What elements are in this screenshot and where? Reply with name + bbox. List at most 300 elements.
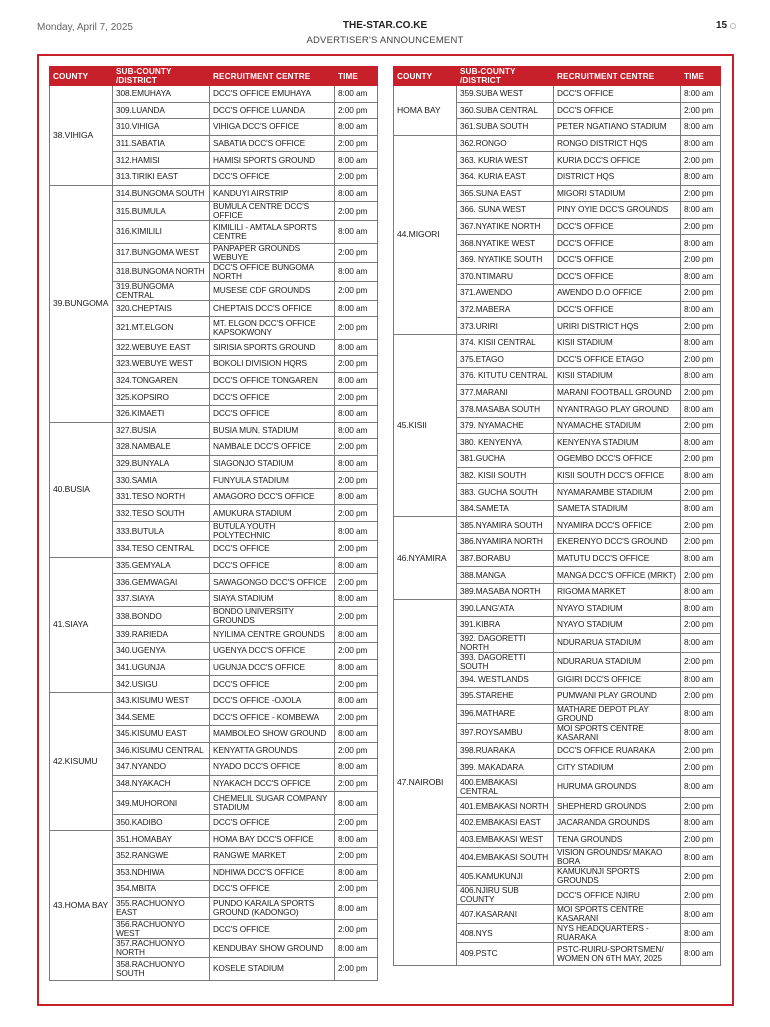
sub-county-cell: 315.BUMULA [113,202,210,221]
sub-county-cell: 337.SIAYA [113,590,210,607]
time-cell: 8:00 am [335,831,378,848]
sub-county-cell: 339.RARIEDA [113,626,210,643]
sub-county-cell: 320.CHEPTAIS [113,300,210,317]
time-cell: 2:00 pm [681,759,721,776]
time-cell: 2:00 pm [335,709,378,726]
time-cell: 8:00 am [681,401,721,418]
time-cell: 2:00 pm [681,798,721,815]
time-cell: 2:00 pm [681,652,721,671]
sub-county-cell: 380. KENYENYA [457,434,554,451]
sub-county-cell: 374. KISII CENTRAL [457,334,554,351]
sub-county-cell: 402.EMBAKASI EAST [457,814,554,831]
recruitment-centre-cell: PUNDO KARAILA SPORTS GROUND (KADONGO) [210,897,335,919]
time-cell: 2:00 pm [335,356,378,373]
time-cell: 8:00 am [335,185,378,202]
sub-county-cell: 318.BUNGOMA NORTH [113,262,210,281]
time-cell: 2:00 pm [681,285,721,302]
recruitment-centre-cell: NYANTRAGO PLAY GROUND [554,401,681,418]
recruitment-centre-cell: NYILIMA CENTRE GROUNDS [210,626,335,643]
sub-county-cell: 345.KISUMU EAST [113,726,210,743]
time-cell: 2:00 pm [681,742,721,759]
recruitment-centre-cell: DCC'S OFFICE [210,405,335,422]
recruitment-centre-cell: DCC'S OFFICE RUARAKA [554,742,681,759]
time-cell: 8:00 am [681,723,721,742]
sub-county-cell: 360.SUBA CENTRAL [457,102,554,119]
sub-county-cell: 348.NYAKACH [113,775,210,792]
time-cell: 8:00 am [681,301,721,318]
recruitment-centre-cell: KISII SOUTH DCC'S OFFICE [554,467,681,484]
recruitment-centre-cell: MIGORI STADIUM [554,185,681,202]
sub-county-cell: 309.LUANDA [113,102,210,119]
sub-county-cell: 362.RONGO [457,135,554,152]
recruitment-centre-cell: HOMA BAY DCC'S OFFICE [210,831,335,848]
recruitment-centre-cell: TENA GROUNDS [554,831,681,848]
recruitment-centre-cell: DCC'S OFFICE [210,168,335,185]
recruitment-centre-cell: FUNYULA STADIUM [210,472,335,489]
sub-county-cell: 322.WEBUYE EAST [113,339,210,356]
recruitment-centre-cell: DCC'S OFFICE -OJOLA [210,692,335,709]
time-cell: 2:00 pm [335,775,378,792]
sub-county-cell: 405.KAMUKUNJI [457,867,554,886]
sub-county-cell: 377.MARANI [457,384,554,401]
time-cell: 8:00 am [681,168,721,185]
sub-county-cell: 394. WESTLANDS [457,671,554,688]
recruitment-centre-cell: NAMBALE DCC'S OFFICE [210,439,335,456]
time-cell: 2:00 pm [681,688,721,705]
recruitment-centre-cell: KENDUBAY SHOW GROUND [210,939,335,958]
table-row [50,692,378,709]
sub-county-cell: 355.RACHUONYO EAST [113,897,210,919]
time-cell: 2:00 pm [335,389,378,406]
sub-county-cell: 397.ROYSAMBU [457,723,554,742]
time-cell: 2:00 pm [335,541,378,558]
recruitment-centre-cell: UGUNJA DCC'S OFFICE [210,659,335,676]
time-cell: 8:00 am [681,814,721,831]
sub-county-cell: 385.NYAMIRA SOUTH [457,517,554,534]
sub-county-cell: 310.VIHIGA [113,119,210,136]
time-cell: 8:00 am [335,897,378,919]
sub-county-cell: 391.KIBRA [457,617,554,634]
time-cell: 2:00 pm [335,439,378,456]
recruitment-centre-cell: NYADO DCC'S OFFICE [210,759,335,776]
sub-county-cell: 323.WEBUYE WEST [113,356,210,373]
recruitment-centre-cell: DCC'S OFFICE TONGAREN [210,372,335,389]
recruitment-centre-cell: SIRISIA SPORTS GROUND [210,339,335,356]
time-cell: 2:00 pm [681,384,721,401]
table-header-row [50,67,378,86]
table-row [50,422,378,439]
time-cell: 8:00 am [681,775,721,797]
sub-county-cell: 398.RUARAKA [457,742,554,759]
sub-county-cell: 382. KISII SOUTH [457,467,554,484]
recruitment-centre-cell: OGEMBO DCC'S OFFICE [554,451,681,468]
recruitment-centre-cell: KANDUYI AIRSTRIP [210,185,335,202]
sub-county-cell: 400.EMBAKASI CENTRAL [457,775,554,797]
county-cell: 45.KISII [394,334,457,517]
recruitment-centre-cell: DCC'S OFFICE [554,235,681,252]
table-body-left [50,86,378,981]
time-cell: 8:00 am [681,633,721,652]
time-cell: 2:00 pm [681,517,721,534]
sub-county-cell: 324.TONGAREN [113,372,210,389]
recruitment-centre-cell: DCC'S OFFICE [554,301,681,318]
sub-county-cell: 358.RACHUONYO SOUTH [113,958,210,980]
recruitment-centre-cell: NDURARUA STADIUM [554,652,681,671]
sub-county-cell: 332.TESO SOUTH [113,505,210,522]
time-cell: 2:00 pm [335,472,378,489]
recruitment-centre-cell: JACARANDA GROUNDS [554,814,681,831]
recruitment-centre-cell: DCC'S OFFICE [554,86,681,103]
time-cell: 2:00 pm [681,185,721,202]
recruitment-centre-cell: RONGO DISTRICT HQS [554,135,681,152]
recruitment-centre-cell: DCC'S OFFICE ETAGO [554,351,681,368]
sub-county-cell: 319.BUNGOMA CENTRAL [113,281,210,300]
time-cell: 8:00 am [681,500,721,517]
recruitment-centre-cell: PANPAPER GROUNDS WEBUYE [210,243,335,262]
sub-county-cell: 336.GEMWAGAI [113,574,210,591]
recruitment-centre-cell: KENYENYA STADIUM [554,434,681,451]
sub-county-cell: 359.SUBA WEST [457,86,554,103]
recruitment-centre-cell: DCC'S OFFICE [554,251,681,268]
sub-county-cell: 409.PSTC [457,943,554,965]
sub-county-cell: 352.RANGWE [113,847,210,864]
recruitment-centre-cell: KURIA DCC'S OFFICE [554,152,681,169]
recruitment-table-right [393,66,721,966]
time-cell: 8:00 am [335,759,378,776]
recruitment-centre-cell: NYAYO STADIUM [554,617,681,634]
time-cell: 8:00 am [681,434,721,451]
page-number: 15 [716,20,728,31]
county-cell: 47.NAIROBI [394,600,457,965]
sub-county-cell: 378.MASABA SOUTH [457,401,554,418]
time-cell: 8:00 am [335,86,378,103]
recruitment-centre-cell: KISII STADIUM [554,368,681,385]
county-cell: HOMA BAY [394,86,457,136]
header-county: COUNTY [50,67,113,86]
recruitment-centre-cell: KOSELE STADIUM [210,958,335,980]
sub-county-cell: 371.AWENDO [457,285,554,302]
time-cell: 2:00 pm [335,168,378,185]
sub-county-cell: 333.BUTULA [113,522,210,541]
sub-county-cell: 365.SUNA EAST [457,185,554,202]
time-cell: 8:00 am [681,550,721,567]
recruitment-centre-cell: MANGA DCC'S OFFICE (MRKT) [554,567,681,584]
sub-county-cell: 381.GUCHA [457,451,554,468]
sub-county-cell: 343.KISUMU WEST [113,692,210,709]
table-row [50,185,378,202]
recruitment-centre-cell: BONDO UNIVERSITY GROUNDS [210,607,335,626]
time-cell: 2:00 pm [335,281,378,300]
sub-county-cell: 338.BONDO [113,607,210,626]
recruitment-centre-cell: CITY STADIUM [554,759,681,776]
sub-county-cell: 390.LANG'ATA [457,600,554,617]
sub-county-cell: 331.TESO NORTH [113,488,210,505]
time-cell: 2:00 pm [335,135,378,152]
recruitment-centre-cell: CHEMELIL SUGAR COMPANY STADIUM [210,792,335,814]
recruitment-centre-cell: NDURARUA STADIUM [554,633,681,652]
sub-county-cell: 368.NYATIKE WEST [457,235,554,252]
table-row [394,600,721,617]
county-cell: 41.SIAYA [50,557,113,692]
sub-county-cell: 364. KURIA EAST [457,168,554,185]
recruitment-centre-cell: BOKOLI DIVISION HQRS [210,356,335,373]
sub-county-cell: 335.GEMYALA [113,557,210,574]
time-cell: 8:00 am [681,368,721,385]
page-dot-icon [730,23,736,29]
table-row [50,86,378,103]
sub-county-cell: 351.HOMABAY [113,831,210,848]
header-county: COUNTY [394,67,457,86]
header-recruitment-centre: RECRUITMENT CENTRE [210,67,335,86]
time-cell: 2:00 pm [335,574,378,591]
recruitment-centre-cell: DCC'S OFFICE [210,541,335,558]
sub-county-cell: 361.SUBA SOUTH [457,119,554,136]
sub-county-cell: 349.MUHORONI [113,792,210,814]
header-sub-county: SUB-COUNTY /DISTRICT [113,67,210,86]
time-cell: 2:00 pm [681,318,721,335]
sub-county-cell: 367.NYATIKE NORTH [457,218,554,235]
recruitment-centre-cell: SAWAGONGO DCC'S OFFICE [210,574,335,591]
time-cell: 2:00 pm [681,886,721,905]
recruitment-centre-cell: BUSIA MUN. STADIUM [210,422,335,439]
recruitment-centre-cell: MARANI FOOTBALL GROUND [554,384,681,401]
time-cell: 2:00 pm [681,351,721,368]
recruitment-centre-cell: PINY OYIE DCC'S GROUNDS [554,202,681,219]
county-cell: 46.NYAMIRA [394,517,457,600]
time-cell: 2:00 pm [335,607,378,626]
recruitment-centre-cell: DCC'S OFFICE [554,218,681,235]
sub-county-cell: 383. GUCHA SOUTH [457,484,554,501]
sub-county-cell: 403.EMBAKASI WEST [457,831,554,848]
table-row [50,831,378,848]
section-title: ADVERTISER'S ANNOUNCEMENT [306,35,464,46]
sub-county-cell: 311.SABATIA [113,135,210,152]
time-cell: 8:00 am [335,659,378,676]
time-cell: 2:00 pm [335,814,378,831]
page-header [0,0,770,54]
recruitment-centre-cell: AWENDO D.O OFFICE [554,285,681,302]
time-cell: 8:00 am [335,864,378,881]
table-row [394,135,721,152]
sub-county-cell: 386.NYAMIRA NORTH [457,534,554,551]
sub-county-cell: 366. SUNA WEST [457,202,554,219]
sub-county-cell: 396.MATHARE [457,704,554,723]
recruitment-centre-cell: VISION GROUNDS/ MAKAO BORA [554,848,681,867]
time-cell: 8:00 am [681,905,721,924]
county-cell: 43.HOMA BAY [50,831,113,980]
sub-county-cell: 372.MABERA [457,301,554,318]
time-cell: 8:00 am [335,152,378,169]
time-cell: 8:00 am [335,939,378,958]
recruitment-centre-cell: AMAGORO DCC'S OFFICE [210,488,335,505]
sub-county-cell: 314.BUNGOMA SOUTH [113,185,210,202]
time-cell: 2:00 pm [335,742,378,759]
recruitment-centre-cell: MOI SPORTS CENTRE KASARANI [554,723,681,742]
time-cell: 2:00 pm [335,317,378,339]
sub-county-cell: 325.KOPSIRO [113,389,210,406]
time-cell: 8:00 am [335,262,378,281]
recruitment-centre-cell: NYAMACHE STADIUM [554,417,681,434]
time-cell: 2:00 pm [681,218,721,235]
time-cell: 8:00 am [681,119,721,136]
recruitment-centre-cell: SIAYA STADIUM [210,590,335,607]
sub-county-cell: 387.BORABU [457,550,554,567]
time-cell: 8:00 am [335,488,378,505]
recruitment-centre-cell: DCC'S OFFICE [210,814,335,831]
recruitment-centre-cell: BUMULA CENTRE DCC'S OFFICE [210,202,335,221]
table-body-right [394,86,721,966]
sub-county-cell: 354.MBITA [113,881,210,898]
recruitment-centre-cell: DCC'S OFFICE BUNGOMA NORTH [210,262,335,281]
recruitment-table-left [49,66,378,981]
table-row [394,334,721,351]
time-cell: 8:00 am [335,422,378,439]
time-cell: 2:00 pm [681,451,721,468]
recruitment-centre-cell: HAMISI SPORTS GROUND [210,152,335,169]
time-cell: 2:00 pm [335,505,378,522]
time-cell: 8:00 am [681,86,721,103]
sub-county-cell: 342.USIGU [113,676,210,693]
recruitment-centre-cell: DCC'S OFFICE [210,389,335,406]
sub-county-cell: 346.KISUMU CENTRAL [113,742,210,759]
time-cell: 8:00 am [335,119,378,136]
recruitment-centre-cell: AMUKURA STADIUM [210,505,335,522]
time-cell: 8:00 am [681,848,721,867]
recruitment-centre-cell: MOI SPORTS CENTRE KASARANI [554,905,681,924]
sub-county-cell: 357.RACHUONYO NORTH [113,939,210,958]
recruitment-centre-cell: KAMUKUNJI SPORTS GROUNDS [554,867,681,886]
sub-county-cell: 399. MAKADARA [457,759,554,776]
recruitment-centre-cell: DCC'S OFFICE [210,920,335,939]
time-cell: 2:00 pm [681,484,721,501]
time-cell: 8:00 am [681,334,721,351]
recruitment-centre-cell: HURUMA GROUNDS [554,775,681,797]
time-cell: 8:00 am [681,704,721,723]
time-cell: 2:00 pm [681,867,721,886]
county-cell: 38.VIHIGA [50,86,113,186]
time-cell: 8:00 am [335,300,378,317]
sub-county-cell: 408.NYS [457,924,554,943]
sub-county-cell: 308.EMUHAYA [113,86,210,103]
header-time: TIME [681,67,721,86]
sub-county-cell: 406.NJIRU SUB COUNTY [457,886,554,905]
sub-county-cell: 350.KADIBO [113,814,210,831]
recruitment-centre-cell: EKERENYO DCC'S GROUND [554,534,681,551]
time-cell: 2:00 pm [335,243,378,262]
recruitment-centre-cell: MUSESE CDF GROUNDS [210,281,335,300]
time-cell: 2:00 pm [335,676,378,693]
header-time: TIME [335,67,378,86]
recruitment-centre-cell: PUMWANI PLAY GROUND [554,688,681,705]
sub-county-cell: 369. NYATIKE SOUTH [457,251,554,268]
sub-county-cell: 330.SAMIA [113,472,210,489]
recruitment-centre-cell: PSTC-RUIRU-SPORTSMEN/ WOMEN ON 6TH MAY, 2025 [554,943,681,965]
time-cell: 8:00 am [335,405,378,422]
table-header-row [394,67,721,86]
header-recruitment-centre: RECRUITMENT CENTRE [554,67,681,86]
recruitment-centre-cell: RIGOMA MARKET [554,583,681,600]
recruitment-centre-cell: RANGWE MARKET [210,847,335,864]
recruitment-centre-cell: MATHARE DEPOT PLAY GROUND [554,704,681,723]
recruitment-centre-cell: MAMBOLEO SHOW GROUND [210,726,335,743]
site-name: THE-STAR.CO.KE [342,20,428,31]
time-cell: 8:00 am [335,590,378,607]
sub-county-cell: 379. NYAMACHE [457,417,554,434]
sub-county-cell: 328.NAMBALE [113,439,210,456]
county-cell: 40.BUSIA [50,422,113,557]
time-cell: 2:00 pm [681,567,721,584]
recruitment-centre-cell: VIHIGA DCC'S OFFICE [210,119,335,136]
time-cell: 8:00 am [681,135,721,152]
recruitment-centre-cell: KIMILILI - AMTALA SPORTS CENTRE [210,221,335,243]
sub-county-cell: 316.KIMILILI [113,221,210,243]
time-cell: 2:00 pm [335,643,378,660]
recruitment-centre-cell: KISII STADIUM [554,334,681,351]
time-cell: 8:00 am [681,235,721,252]
recruitment-centre-cell: DCC'S OFFICE [210,676,335,693]
header-sub-county: SUB-COUNTY /DISTRICT [457,67,554,86]
time-cell: 8:00 am [335,221,378,243]
table-row [50,557,378,574]
sub-county-cell: 407.KASARANI [457,905,554,924]
time-cell: 2:00 pm [335,202,378,221]
recruitment-centre-cell: SIAGONJO STADIUM [210,455,335,472]
sub-county-cell: 317.BUNGOMA WEST [113,243,210,262]
sub-county-cell: 312.HAMISI [113,152,210,169]
time-cell: 8:00 am [681,943,721,965]
sub-county-cell: 389.MASABA NORTH [457,583,554,600]
county-cell: 42.KISUMU [50,692,113,831]
sub-county-cell: 370.NTIMARU [457,268,554,285]
county-cell: 44.MIGORI [394,135,457,334]
recruitment-centre-cell: DCC'S OFFICE [554,268,681,285]
recruitment-centre-cell: PETER NGATIANO STADIUM [554,119,681,136]
time-cell: 8:00 am [335,557,378,574]
table-row [394,86,721,103]
sub-county-cell: 401.EMBAKASI NORTH [457,798,554,815]
recruitment-centre-cell: BUTULA YOUTH POLYTECHNIC [210,522,335,541]
sub-county-cell: 356.RACHUONYO WEST [113,920,210,939]
recruitment-centre-cell: SABATIA DCC'S OFFICE [210,135,335,152]
time-cell: 2:00 pm [335,958,378,980]
time-cell: 2:00 pm [681,617,721,634]
sub-county-cell: 313.TIRIKI EAST [113,168,210,185]
time-cell: 8:00 am [681,671,721,688]
sub-county-cell: 373.URIRI [457,318,554,335]
time-cell: 2:00 pm [335,920,378,939]
recruitment-centre-cell: DCC'S OFFICE LUANDA [210,102,335,119]
recruitment-centre-cell: NYAMARAMBE STADIUM [554,484,681,501]
sub-county-cell: 395.STAREHE [457,688,554,705]
recruitment-centre-cell: DCC'S OFFICE EMUHAYA [210,86,335,103]
sub-county-cell: 393. DAGORETTI SOUTH [457,652,554,671]
time-cell: 8:00 am [335,726,378,743]
time-cell: 2:00 pm [681,251,721,268]
recruitment-centre-cell: CHEPTAIS DCC'S OFFICE [210,300,335,317]
time-cell: 8:00 am [335,455,378,472]
publication-date: Monday, April 7, 2025 [37,22,133,33]
county-cell: 39.BUNGOMA [50,185,113,422]
time-cell: 8:00 am [681,467,721,484]
sub-county-cell: 344.SEME [113,709,210,726]
time-cell: 8:00 am [335,522,378,541]
sub-county-cell: 321.MT.ELGON [113,317,210,339]
sub-county-cell: 326.KIMAETI [113,405,210,422]
sub-county-cell: 363. KURIA WEST [457,152,554,169]
sub-county-cell: 334.TESO CENTRAL [113,541,210,558]
sub-county-cell: 375.ETAGO [457,351,554,368]
recruitment-centre-cell: NYAMIRA DCC'S OFFICE [554,517,681,534]
